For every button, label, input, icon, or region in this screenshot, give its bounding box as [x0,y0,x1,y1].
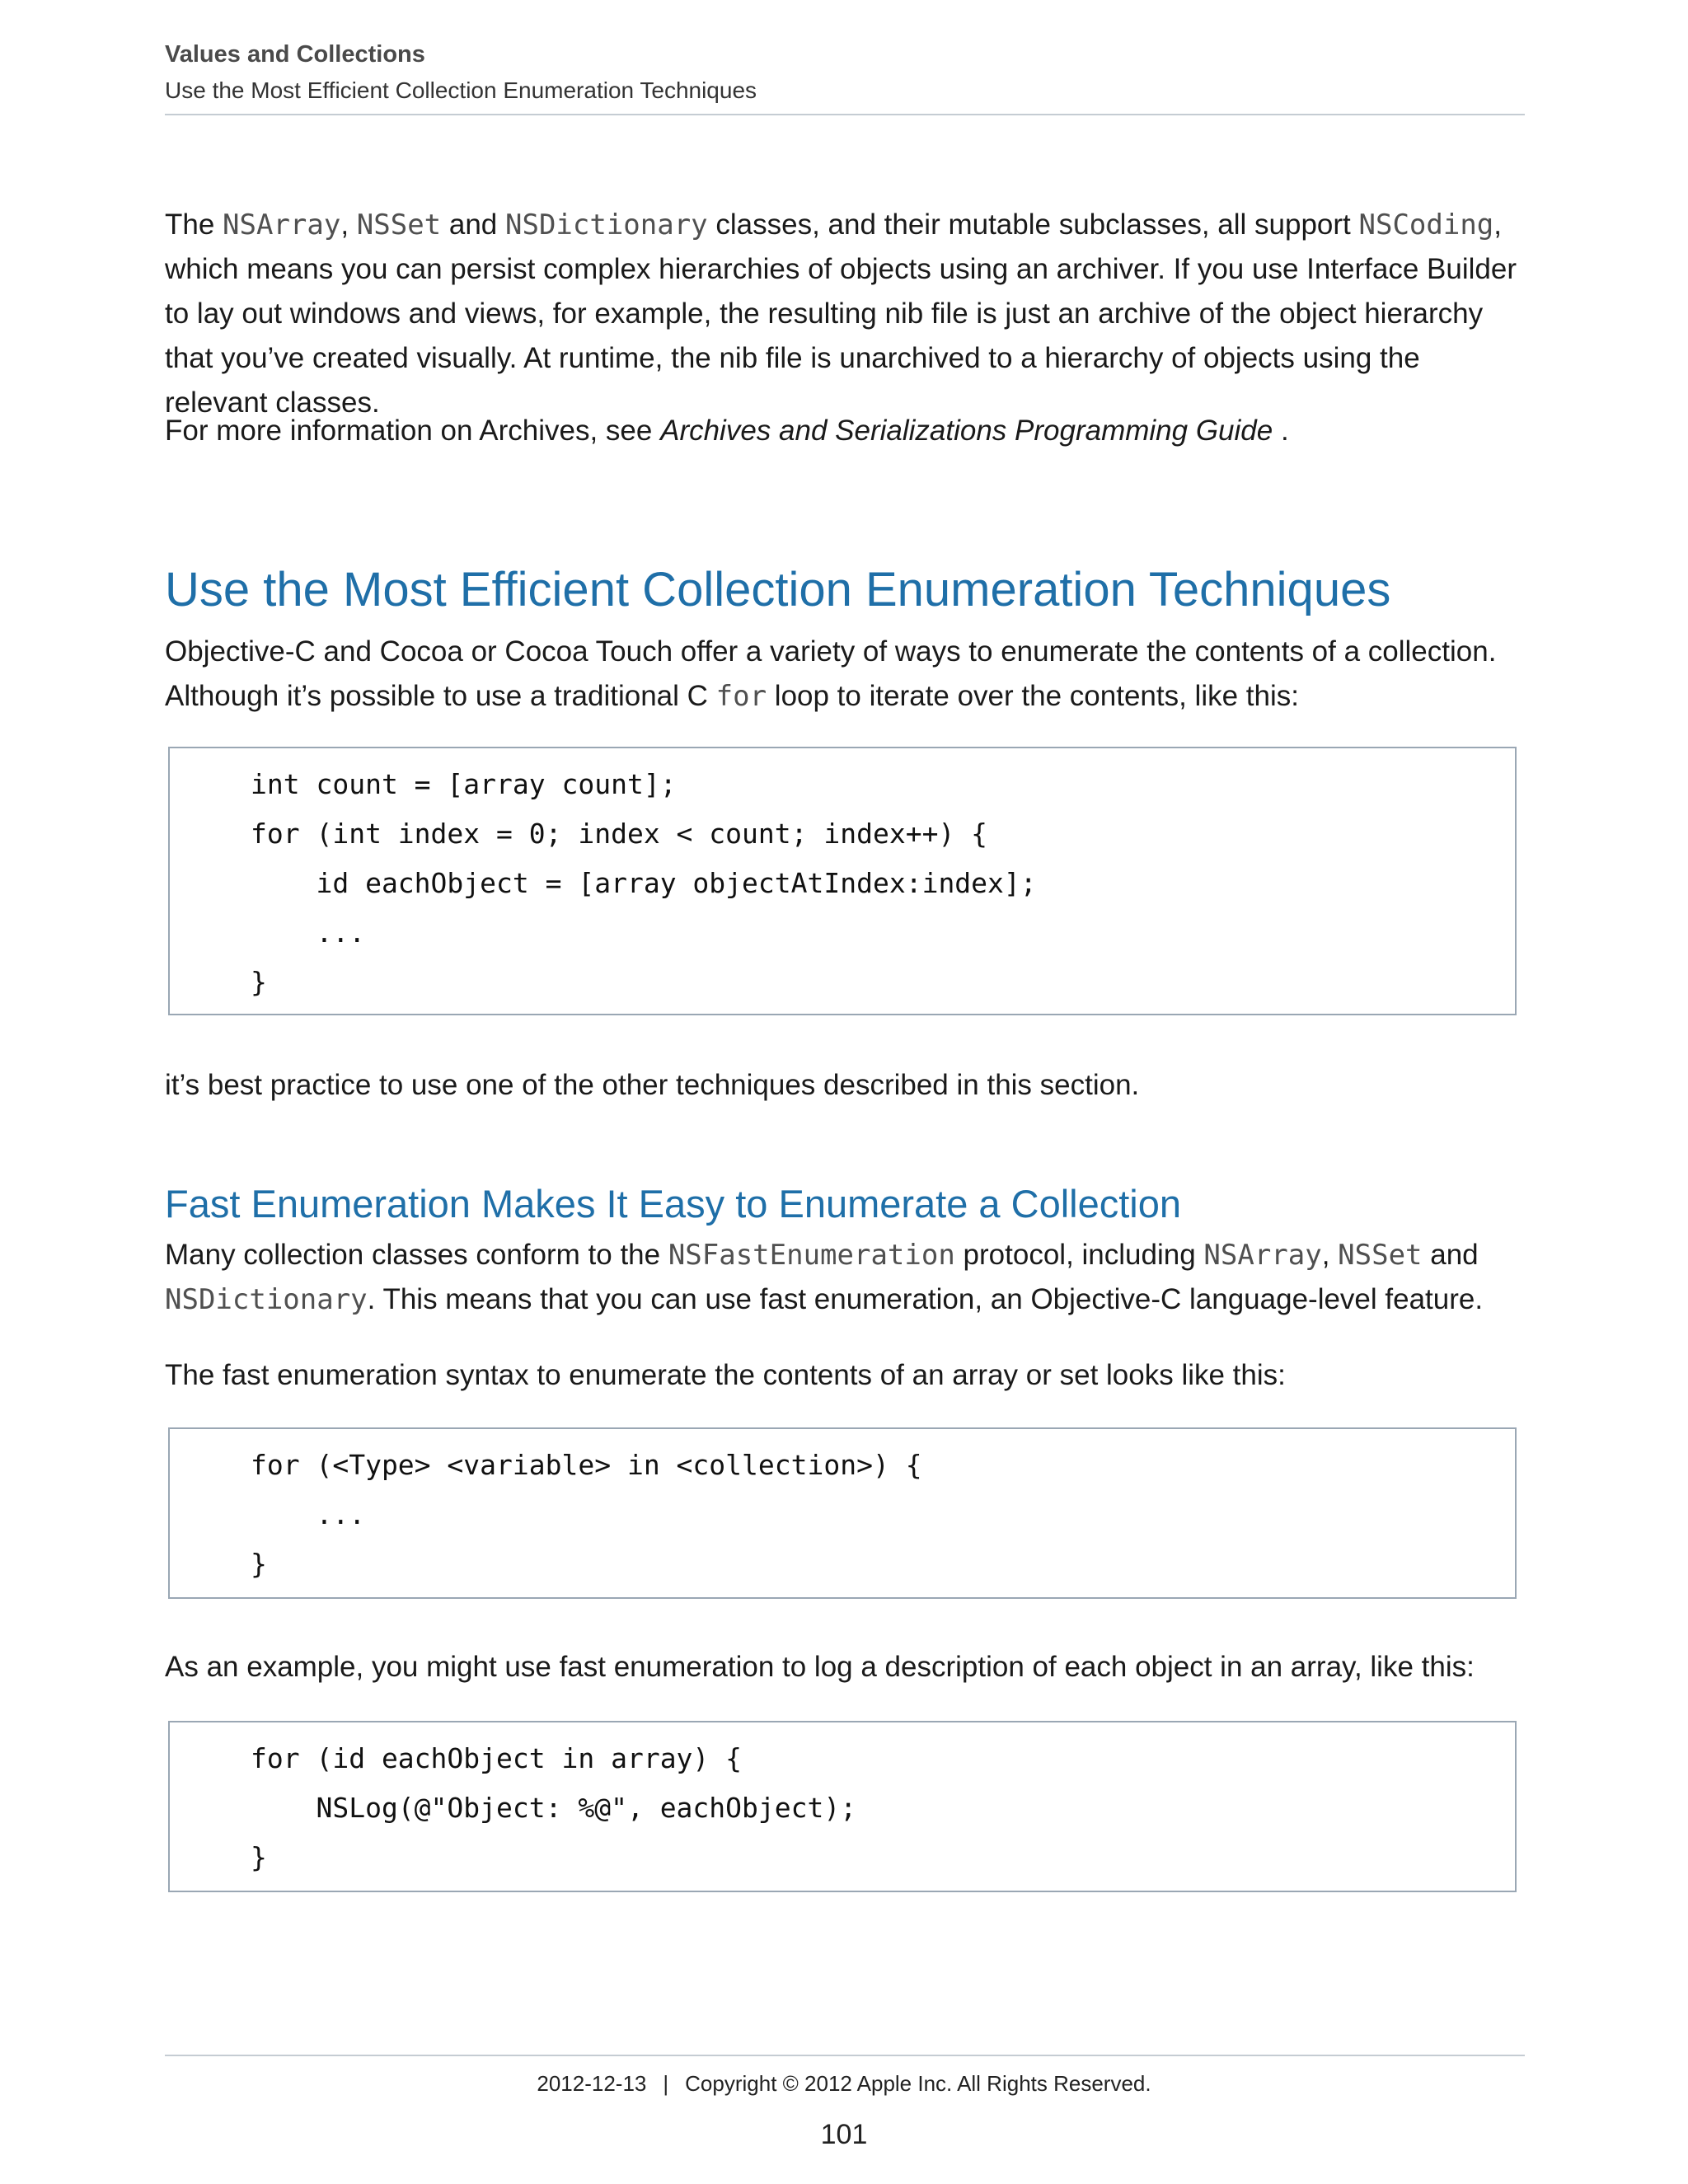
section1-paragraph-2: it’s best practice to use one of the other techniques described in this section. [165,1069,1140,1101]
footer-date: 2012-12-13 [537,2071,647,2096]
section2-paragraph-1 [165,1233,1525,1322]
text-run: , which means you can persist complex hierarchies of objects using an archiver. If you use Interface Builder to lay out windows and views, for example, the resulting nib file is just an archive of the object hierarchy that you’ve created visually. At runtime, the nib file is unarchived to a hierarchy of objects using the relevant classes. [165,209,1517,419]
text-run: , [1321,1239,1339,1271]
header-section-title: Use the Most Efficient Collection Enumeration Techniques [165,77,757,103]
intro-paragraph-1 [165,203,1525,425]
code-listing-for-loop [168,747,1517,1015]
section1-paragraph-1 [165,630,1525,719]
footer-copyright: Copyright © 2012 Apple Inc. All Rights Reserved. [685,2071,1151,2096]
text-run: classes, and their mutable subclasses, all support [707,209,1359,241]
archives-guide-link[interactable]: Archives and Serializations Programming Guide [660,415,1273,447]
section2-paragraph-3: As an example, you might use fast enumeration to log a description of each object in an array, like this: [165,1651,1475,1683]
code-line: int count = [array count]; [251,768,677,800]
code-line: ... [251,1498,366,1530]
code-line: NSLog(@"Object: %@", eachObject); [251,1792,857,1824]
text-run: , [340,209,357,241]
section-heading: Use the Most Efficient Collection Enumeration Techniques [165,563,1391,616]
inline-code-nscoding: NSCoding [1358,209,1494,241]
text-run: . This means that you can use fast enumeration, an Objective-C language-level feature. [367,1283,1484,1315]
inline-code-for: for [715,680,767,713]
text-run: and [441,209,506,241]
code-line: for (<Type> <variable> in <collection>) { [251,1449,922,1481]
code-line: id eachObject = [array objectAtIndex:index]; [251,867,1037,899]
text-run: and [1422,1239,1479,1271]
code-line: } [251,1841,267,1873]
intro-paragraph-2 [165,409,1525,453]
code-line: for (int index = 0; index < count; index++) { [251,818,988,850]
text-run: loop to iterate over the contents, like this: [767,680,1299,712]
page-number: 101 [820,2119,868,2150]
code-listing-fast-enumeration-example [168,1721,1517,1892]
inline-code-nsset: NSSet [356,209,442,241]
section2-paragraph-2: The fast enumeration syntax to enumerate the contents of an array or set looks like this: [165,1359,1286,1391]
inline-code-nsarray: NSArray [223,209,341,241]
inline-code-nsarray: NSArray [1203,1239,1322,1272]
inline-code-nsdictionary: NSDictionary [165,1283,368,1316]
text-run: Many collection classes conform to the [165,1239,668,1271]
inline-code-nsset: NSSet [1338,1239,1423,1272]
text-run: protocol, including [954,1239,1204,1271]
text-run: For more information on Archives, see [165,415,661,447]
code-line: for (id eachObject in array) { [251,1742,743,1774]
text-run: Objective-C and Cocoa or Cocoa Touch offer a variety of ways to enumerate the contents of a collection. Although it’s possible to use a traditional C [165,635,1497,712]
running-header [165,36,1525,109]
text-run: . [1273,415,1289,447]
code-line: } [251,1548,267,1580]
header-divider [165,114,1525,115]
code-listing-fast-enumeration-syntax [168,1427,1517,1599]
inline-code-nsfastenumeration: NSFastEnumeration [668,1239,955,1272]
code-line: } [251,966,267,998]
inline-code-nsdictionary: NSDictionary [505,209,708,241]
footer [0,2067,1688,2100]
subsection-heading: Fast Enumeration Makes It Easy to Enumerate a Collection [165,1182,1182,1226]
text-run: The [165,209,223,241]
footer-separator: | [663,2071,669,2096]
footer-divider [165,2055,1525,2056]
header-chapter-title: Values and Collections [165,41,425,68]
code-line: ... [251,916,366,949]
